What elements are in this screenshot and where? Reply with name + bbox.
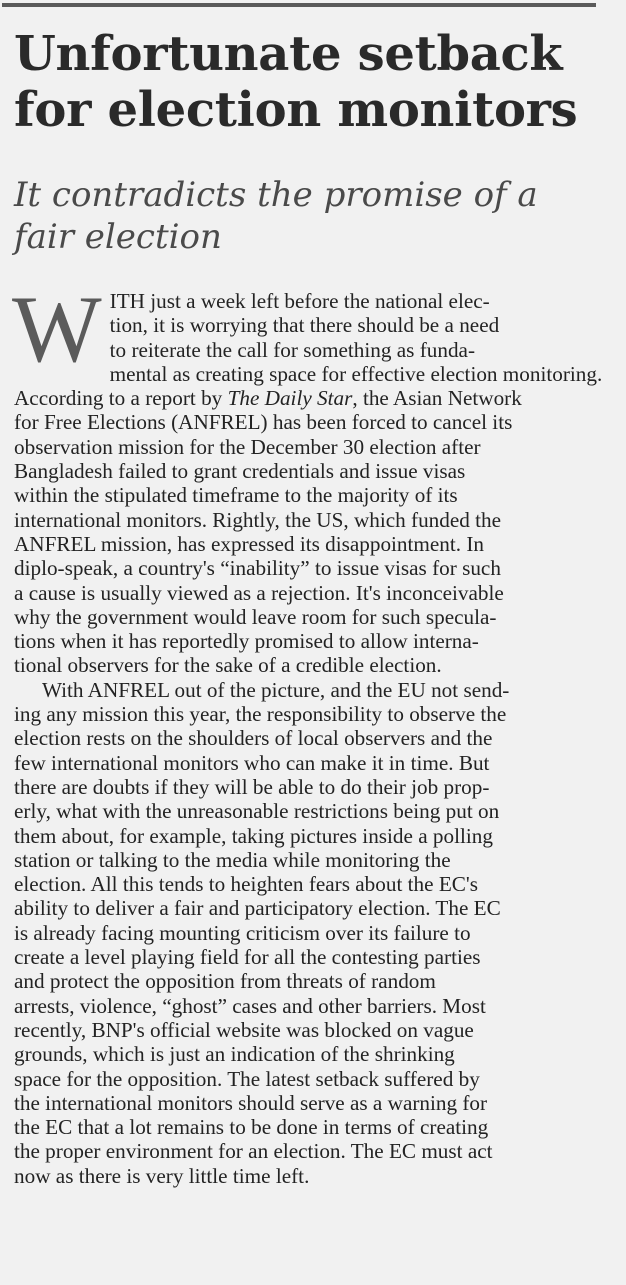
text-line: the EC that a lot remains to be done in terms of creating (14, 1115, 489, 1140)
text-line: to reiterate the call for something as funda- (109, 337, 476, 362)
text-line: election rests on the shoulders of local observers and the (14, 726, 493, 751)
paragraph-1 (12, 276, 603, 678)
text-line: tions when it has reportedly promised to allow interna- (14, 629, 479, 654)
headline-line-2: for election monitors (14, 82, 578, 138)
subheadline-line-1: It contradicts the promise of a (14, 175, 538, 215)
subheadline-line-2: fair election (14, 217, 222, 257)
text-line: few international monitors who can make it in time. But (14, 750, 490, 775)
text-line: ANFREL mission, has expressed its disappointment. In (14, 531, 485, 556)
text-line: ing any mission this year, the responsibility to observe the (14, 702, 507, 727)
paragraph-2 (14, 678, 601, 1188)
article-body (12, 276, 603, 1188)
text-fragment: According to a report by (14, 386, 228, 411)
text-line: observation mission for the December 30 election after (14, 434, 481, 459)
text-line: recently, BNP's official website was blocked on vague (14, 1017, 474, 1042)
text-fragment: , the Asian Network (352, 386, 522, 411)
subheadline (14, 174, 614, 258)
drop-cap: W (12, 276, 102, 382)
headline (14, 26, 614, 138)
text-line: create a level playing field for all the contesting parties (14, 945, 481, 970)
text-line: With ANFREL out of the picture, and the EU not send- (42, 677, 510, 702)
text-line: international monitors. Rightly, the US, which funded the (14, 507, 502, 532)
text-line: there are doubts if they will be able to do their job prop- (14, 774, 490, 799)
text-line: the proper environment for an election. The EC must act (14, 1139, 493, 1164)
text-line: Bangladesh failed to grant credentials and issue visas (14, 459, 466, 484)
text-line: space for the opposition. The latest setback suffered by (14, 1066, 480, 1091)
text-line: diplo-speak, a country's “inability” to issue visas for such (14, 556, 501, 581)
text-line: now as there is very little time left. (14, 1163, 310, 1188)
text-line: them about, for example, taking pictures inside a polling (14, 823, 493, 848)
text-line: arrests, violence, “ghost” cases and other barriers. Most (14, 993, 486, 1018)
text-line: ITH just a week left before the national elec- (109, 289, 490, 313)
text-line: erly, what with the unreasonable restrictions being put on (14, 799, 500, 824)
text-line: grounds, which is just an indication of the shrinking (14, 1042, 455, 1067)
text-line: station or talking to the media while monitoring the (14, 847, 451, 872)
text-line: within the stipulated timeframe to the majority of its (14, 483, 458, 508)
top-rule (2, 3, 596, 7)
text-line: tional observers for the sake of a credible election. (14, 653, 442, 678)
publication-name: The Daily Star (227, 386, 353, 411)
text-line: mental as creating space for effective election monitoring. (109, 361, 603, 386)
text-line: the international monitors should serve as a warning for (14, 1090, 488, 1115)
text-line (14, 386, 601, 410)
text-line: and protect the opposition from threats of random (14, 969, 436, 994)
text-line: a cause is usually viewed as a rejection. It's inconceivable (14, 580, 504, 605)
text-line: for Free Elections (ANFREL) has been forced to cancel its (14, 410, 513, 435)
text-line: why the government would leave room for such specula- (14, 604, 497, 629)
text-line: ability to deliver a fair and participatory election. The EC (14, 896, 501, 921)
headline-line-1: Unfortunate setback (14, 26, 563, 82)
text-line: election. All this tends to heighten fears about the EC's (14, 872, 478, 897)
text-line: tion, it is worrying that there should be a need (109, 313, 500, 338)
text-line: is already facing mounting criticism over its failure to (14, 920, 471, 945)
